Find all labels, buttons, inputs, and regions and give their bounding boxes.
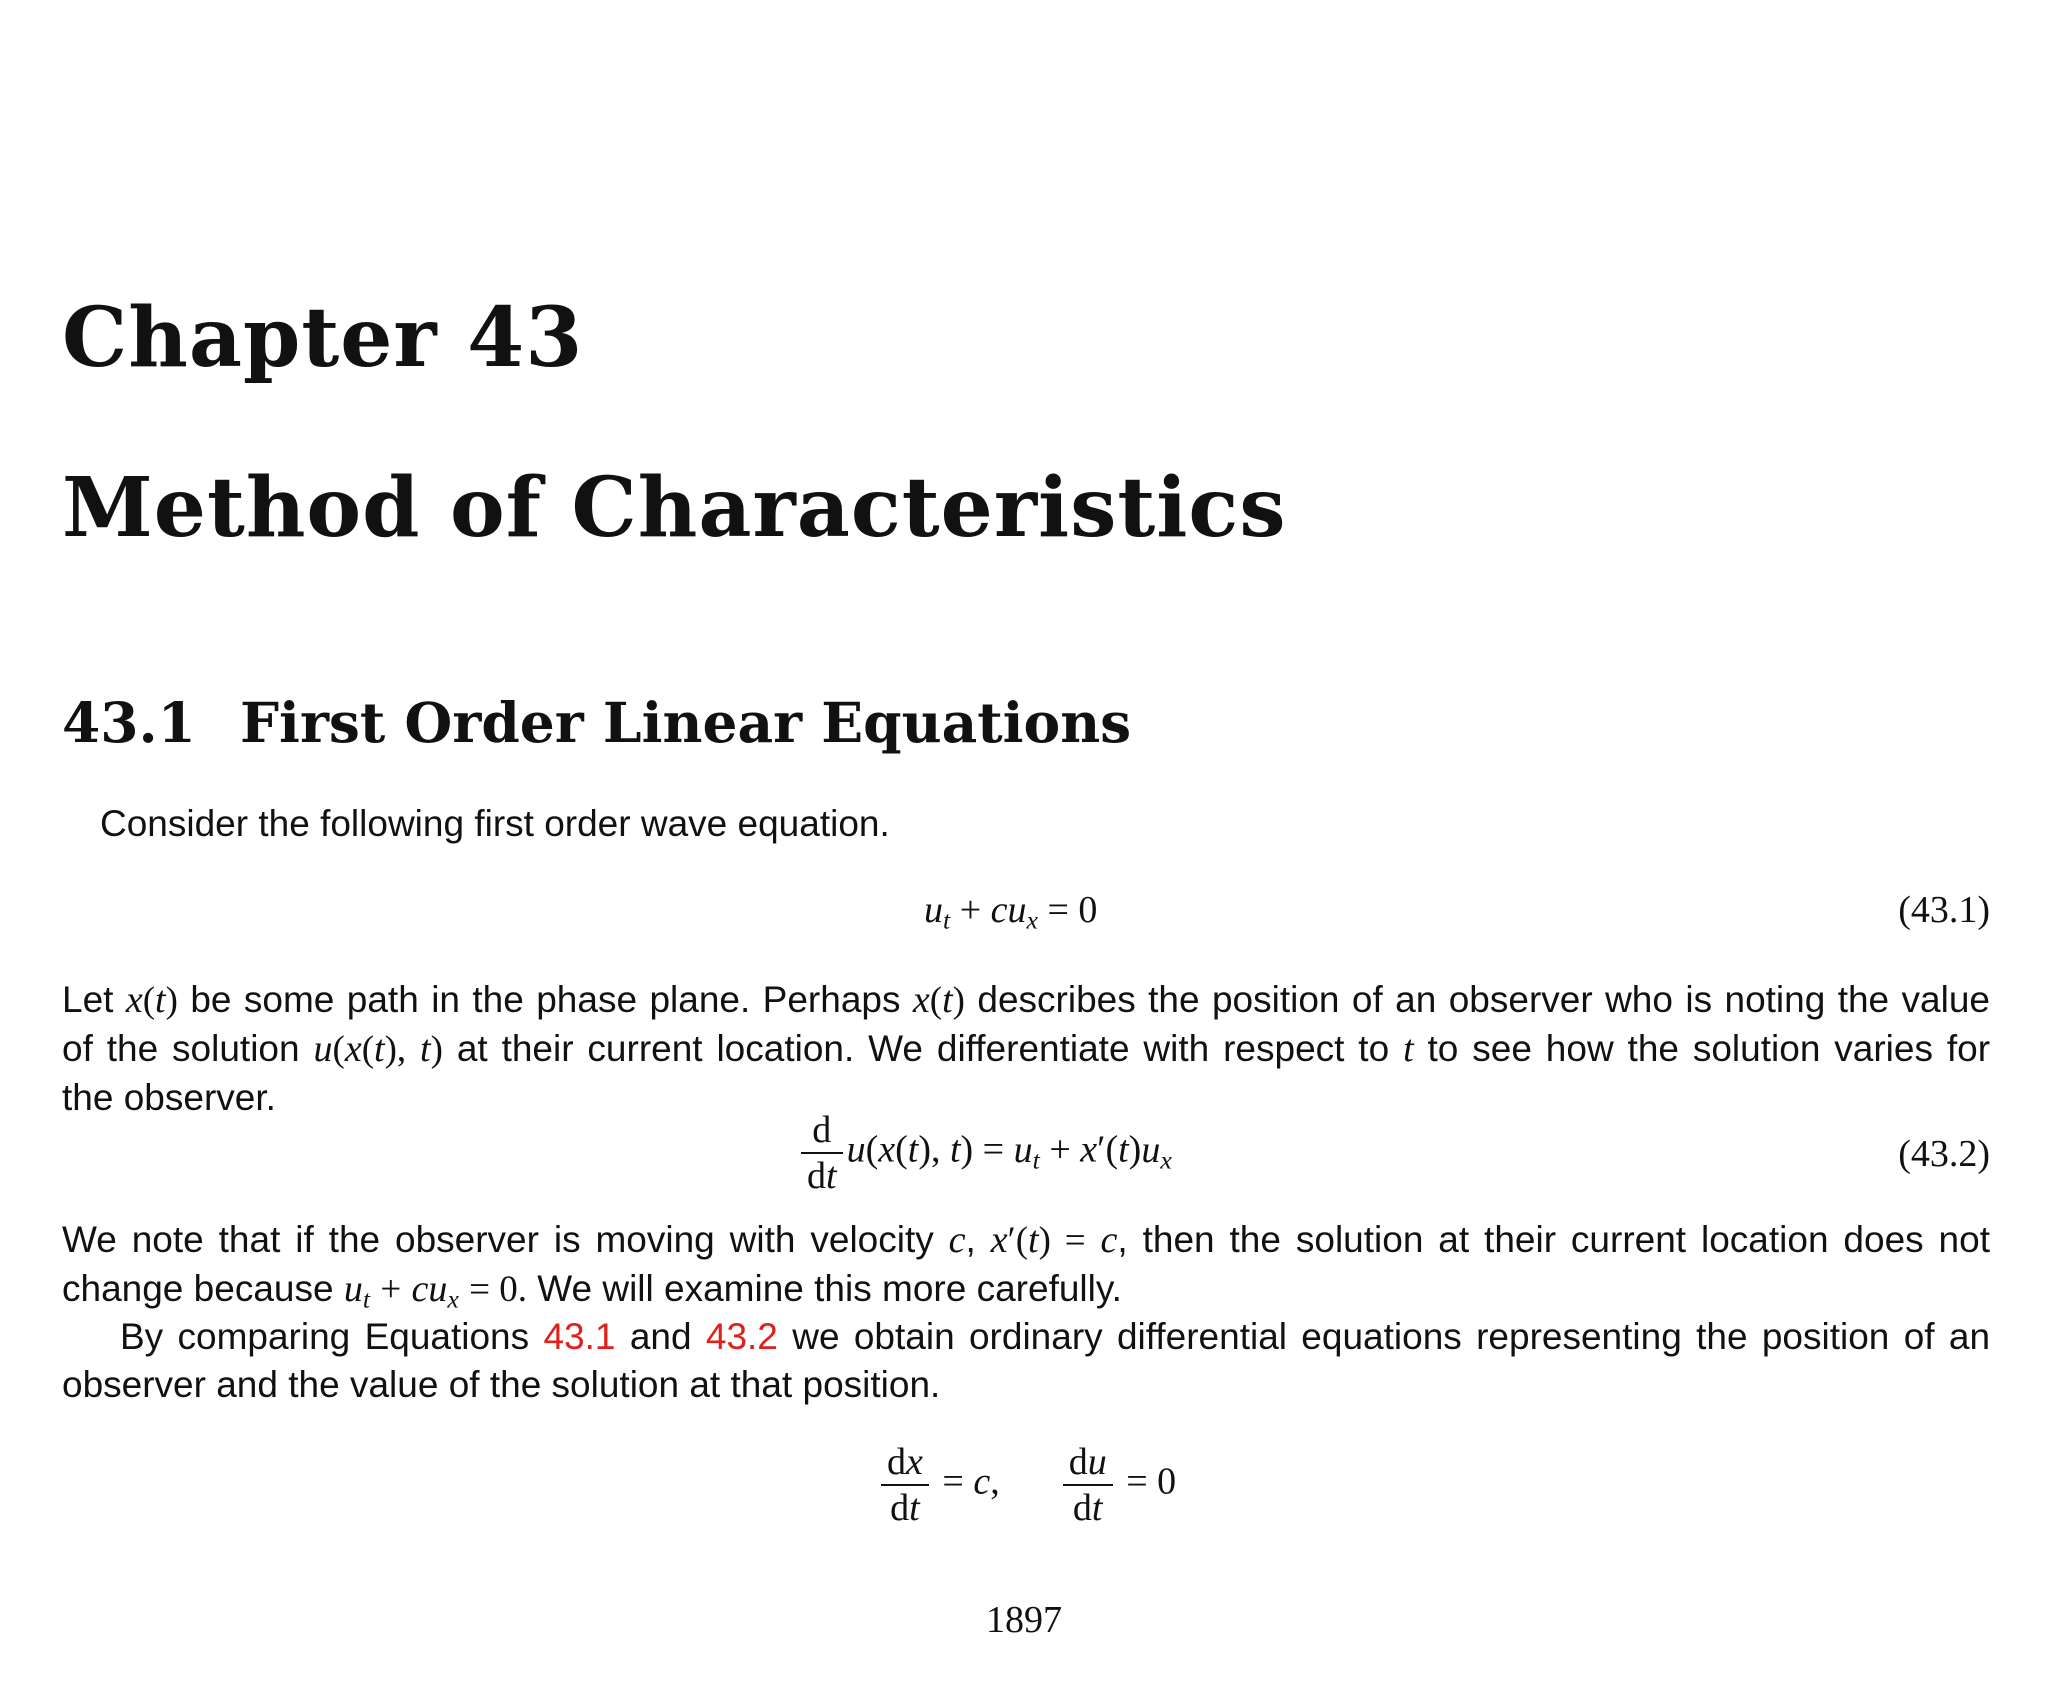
derivative-fraction: $\frac{d}{dt}$: [801, 1108, 843, 1198]
intro-paragraph: Consider the following first order wave equation.: [100, 803, 890, 844]
equation-43-2-tag: (43.2): [1898, 1133, 1990, 1175]
section-number: 43.1: [62, 690, 196, 755]
paragraph-line: change because $u_t + cu_x = 0$. We will examine this more carefully.: [62, 1268, 1122, 1314]
equation-43-1: [62, 888, 1990, 948]
section-title: First Order Linear Equations: [240, 690, 1132, 755]
paragraph-line: We note that if the observer is moving with velocity c, x′(t) = c, then the solution at their current location does not: [62, 1219, 1990, 1261]
equation-43-1-body: $u_t + cu_x = 0$: [924, 889, 1098, 935]
chapter-title: Method of Characteristics: [62, 460, 1287, 556]
equation-43-2-body: $\frac{d}{dt}$ u(x(t), $t) = u_t + x'(t)u_x$: [797, 1108, 1172, 1198]
equation-ode-pair: [62, 1440, 1990, 1540]
page-number: 1897: [986, 1599, 1062, 1641]
paragraph-observer-path: [62, 976, 1990, 1122]
equation-reference-43-1[interactable]: 43.1: [543, 1316, 616, 1357]
paragraph-line: observer and the value of the solution at that position.: [62, 1364, 941, 1405]
equation-43-2: [62, 1108, 1990, 1204]
paragraph-line: of the solution u(x(t), t) at their current location. We differentiate with respect to t to see how the solution varies for: [62, 1028, 1991, 1070]
dx-dt-fraction: $\frac{dx}{dt}$: [881, 1440, 929, 1530]
equation-ode-pair-body: $\frac{dx}{dt}$ = c, $\frac{du}{dt}$ = 0: [877, 1440, 1176, 1530]
paragraph-velocity-note: [62, 1216, 1990, 1314]
du-dt-fraction: $\frac{du}{dt}$: [1063, 1440, 1113, 1530]
paragraph-comparison: [62, 1313, 1990, 1409]
paragraph-line: By comparing Equations 43.1 and 43.2 we obtain ordinary differential equations representing the position of an: [120, 1316, 1991, 1357]
paragraph-line: Let x(t) be some path in the phase plane. Perhaps x(t) describes the position of an observer who is noting the value: [62, 979, 1990, 1021]
chapter-label: Chapter 43: [62, 290, 584, 386]
equation-43-1-tag: (43.1): [1898, 889, 1990, 931]
paragraph-line: the observer.: [62, 1077, 276, 1118]
section-heading: [62, 690, 1131, 755]
equation-reference-43-2[interactable]: 43.2: [705, 1316, 778, 1357]
